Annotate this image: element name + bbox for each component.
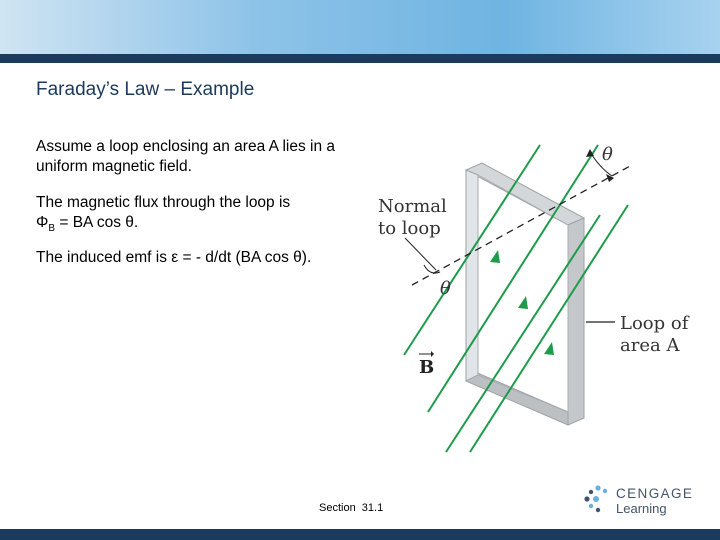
- theta-label-top: θ: [602, 144, 613, 165]
- cengage-dots-icon: [583, 484, 613, 514]
- header-stripe: [0, 54, 720, 63]
- cengage-logo-subtext: Learning: [616, 501, 667, 516]
- flux-formula: [36, 214, 139, 235]
- loop-label: Loop of area A: [620, 313, 689, 356]
- faraday-loop-diagram: [372, 125, 702, 465]
- header-banner: [0, 0, 720, 54]
- theta-label-bottom: θ: [440, 278, 451, 299]
- cengage-logo-text: CENGAGE: [616, 486, 694, 501]
- normal-label: Normal to loop: [378, 196, 447, 239]
- normal-leader: [405, 238, 436, 270]
- b-field-label: B: [419, 357, 435, 378]
- flux-symbol: Φ: [36, 214, 49, 231]
- paragraph-flux: [36, 193, 376, 239]
- slide-title: Faraday’s Law – Example: [36, 79, 255, 100]
- flux-intro: The magnetic flux through the loop is: [36, 194, 291, 211]
- flux-expression: = BA cos θ.: [55, 214, 139, 231]
- loop-frame: [466, 163, 584, 425]
- paragraph-emf: The induced emf is ε = - d/dt (BA cos θ).: [36, 249, 312, 266]
- footer-stripe: [0, 529, 720, 540]
- paragraph-loop-area: Assume a loop enclosing an area A lies in a uniform magnetic field.: [36, 138, 335, 175]
- flux-subscript: B: [48, 223, 56, 235]
- section-footer: Section 31.1: [319, 502, 384, 514]
